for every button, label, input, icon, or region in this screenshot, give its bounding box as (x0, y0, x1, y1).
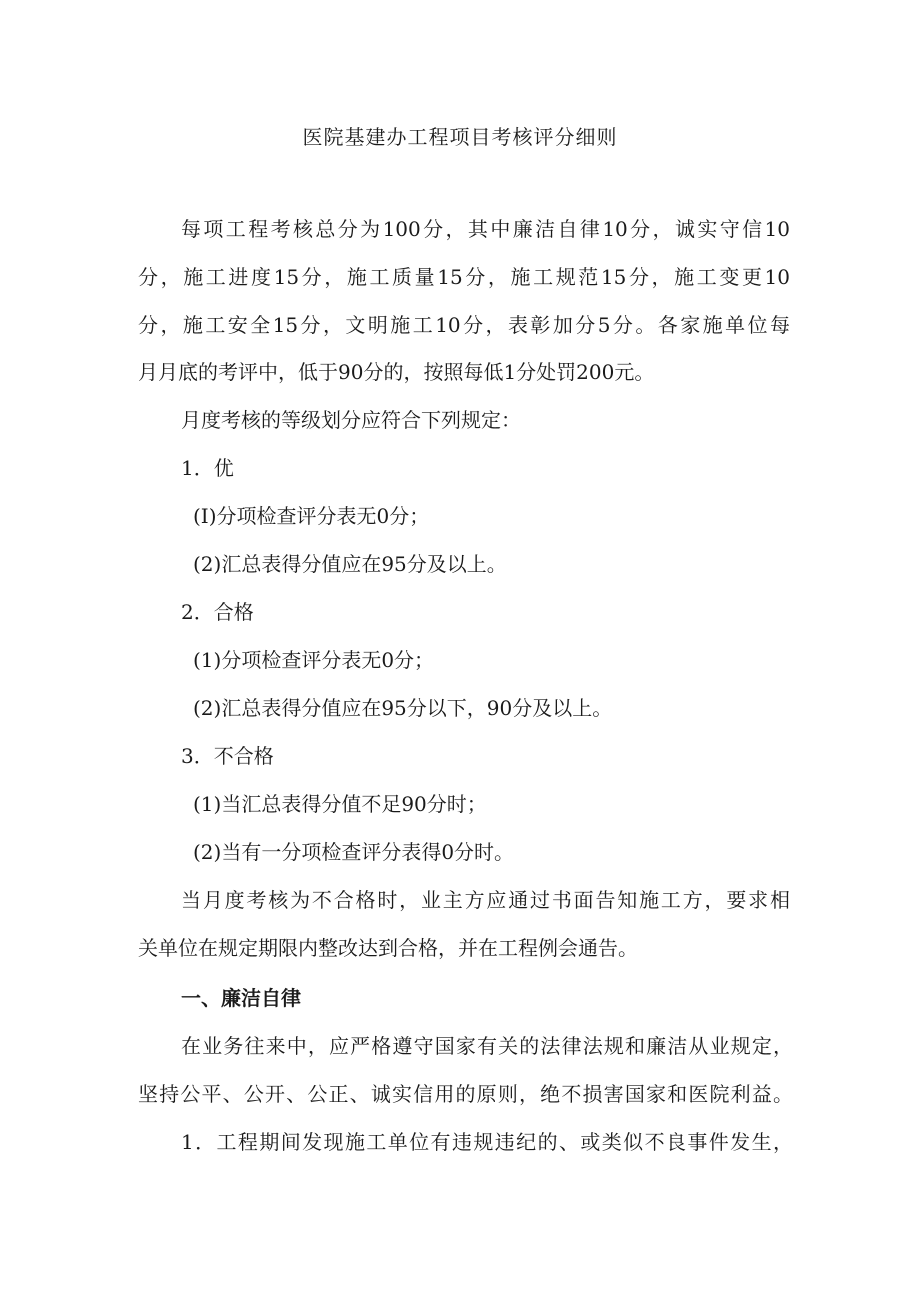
notice-line-2: 关单位在规定期限内整改达到合格，并在工程例会通告。 (138, 936, 638, 960)
intro-line-3: 分，施工安全15分，文明施工10分，表彰加分5分。各家施单位每 (138, 313, 790, 337)
grade-2-item-2: (2)汇总表得分值应在95分以下，90分及以上。 (193, 696, 613, 720)
document-title: 医院基建办工程项目考核评分细则 (302, 125, 618, 149)
grade-intro: 月度考核的等级划分应符合下列规定： (181, 408, 521, 432)
grade-2-item-1: (1)分项检查评分表无0分； (193, 648, 435, 672)
grade-3-item-1: (1)当汇总表得分值不足90分时； (193, 792, 487, 816)
section-1-line-3: 1．工程期间发现施工单位有违规违纪的、或类似不良事件发生， (181, 1130, 793, 1154)
grade-3-item-2: (2)当有一分项检查评分表得0分时。 (193, 840, 515, 864)
section-1-line-1: 在业务往来中，应严格遵守国家有关的法律法规和廉洁从业规定， (181, 1034, 793, 1058)
grade-2-title: 2．合格 (181, 600, 254, 624)
intro-line-2: 分，施工进度15分，施工质量15分，施工规范15分，施工变更10 (138, 265, 790, 289)
intro-line-4: 月月底的考评中，低于90分的，按照每低1分处罚200元。 (138, 360, 655, 384)
section-1-line-2: 坚持公平、公开、公正、诚实信用的原则，绝不损害国家和医院利益。 (138, 1082, 793, 1106)
grade-3-title: 3．不合格 (181, 744, 274, 768)
grade-1-item-2: (2)汇总表得分值应在95分及以上。 (193, 552, 507, 576)
notice-line-1: 当月度考核为不合格时，业主方应通过书面告知施工方，要求相 (181, 888, 790, 912)
grade-1-item-1: (I)分项检查评分表无0分； (193, 504, 430, 528)
grade-1-title: 1．优 (181, 456, 234, 480)
intro-line-1: 每项工程考核总分为100分，其中廉洁自律10分，诚实守信10 (181, 217, 790, 241)
section-1-heading: 一、廉洁自律 (181, 986, 301, 1010)
